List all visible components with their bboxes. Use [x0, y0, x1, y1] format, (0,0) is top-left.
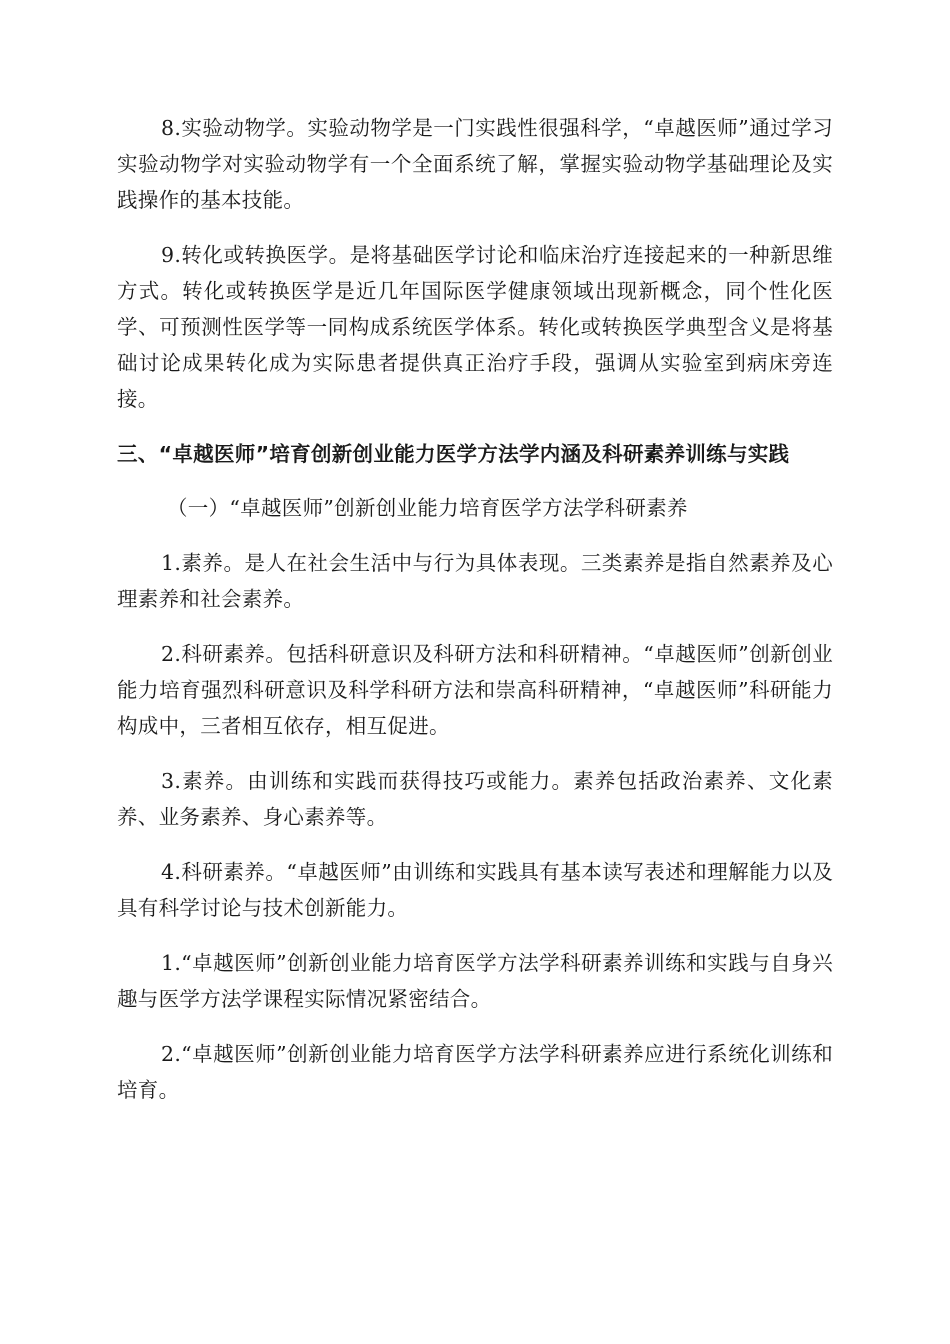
- paragraph-practice-interest: 1.“卓越医师”创新创业能力培育医学方法学科研素养训练和实践与自身兴趣与医学方法学课程实际情况紧密结合。: [117, 951, 833, 1011]
- subsection-heading: （一）“卓越医师”创新创业能力培育医学方法学科研素养: [167, 496, 688, 520]
- paragraph-experimental-zoology: 8.实验动物学。实验动物学是一门实践性很强科学，“卓越医师”通过学习实验动物学对实验动物学有一个全面系统了解，掌握实验动物学基础理论及实践操作的基本技能。: [117, 116, 833, 212]
- paragraph-literacy: 1.素养。是人在社会生活中与行为具体表现。三类素养是指自然素养及心理素养和社会素养。: [117, 551, 833, 611]
- paragraph-research-literacy: 2.科研素养。包括科研意识及科研方法和科研精神。“卓越医师”创新创业能力培育强烈科研意识及科学科研方法和崇高科研精神，“卓越医师”科研能力构成中，三者相互依存，相互促进。: [117, 642, 833, 738]
- paragraph-research-literacy-abilities: 4.科研素养。“卓越医师”由训练和实践具有基本读写表述和理解能力以及具有科学讨论与技术创新能力。: [117, 860, 833, 920]
- document-page: [117, 110, 833, 1127]
- paragraph-literacy-training: 3.素养。由训练和实践而获得技巧或能力。素养包括政治素养、文化素养、业务素养、身心素养等。: [117, 769, 833, 829]
- paragraph-translational-medicine: 9.转化或转换医学。是将基础医学讨论和临床治疗连接起来的一种新思维方式。转化或转换医学是近几年国际医学健康领域出现新概念，同个性化医学、可预测性医学等一同构成系统医学体系。转化或转换医学典型含义是将基础讨论成果转化成为实际患者提供真正治疗手段，强调从实验室到病床旁连接。: [117, 243, 833, 411]
- section-heading: 三、“卓越医师”培育创新创业能力医学方法学内涵及科研素养训练与实践: [117, 442, 790, 466]
- paragraph-systematic-training: 2.“卓越医师”创新创业能力培育医学方法学科研素养应进行系统化训练和培育。: [117, 1042, 833, 1102]
